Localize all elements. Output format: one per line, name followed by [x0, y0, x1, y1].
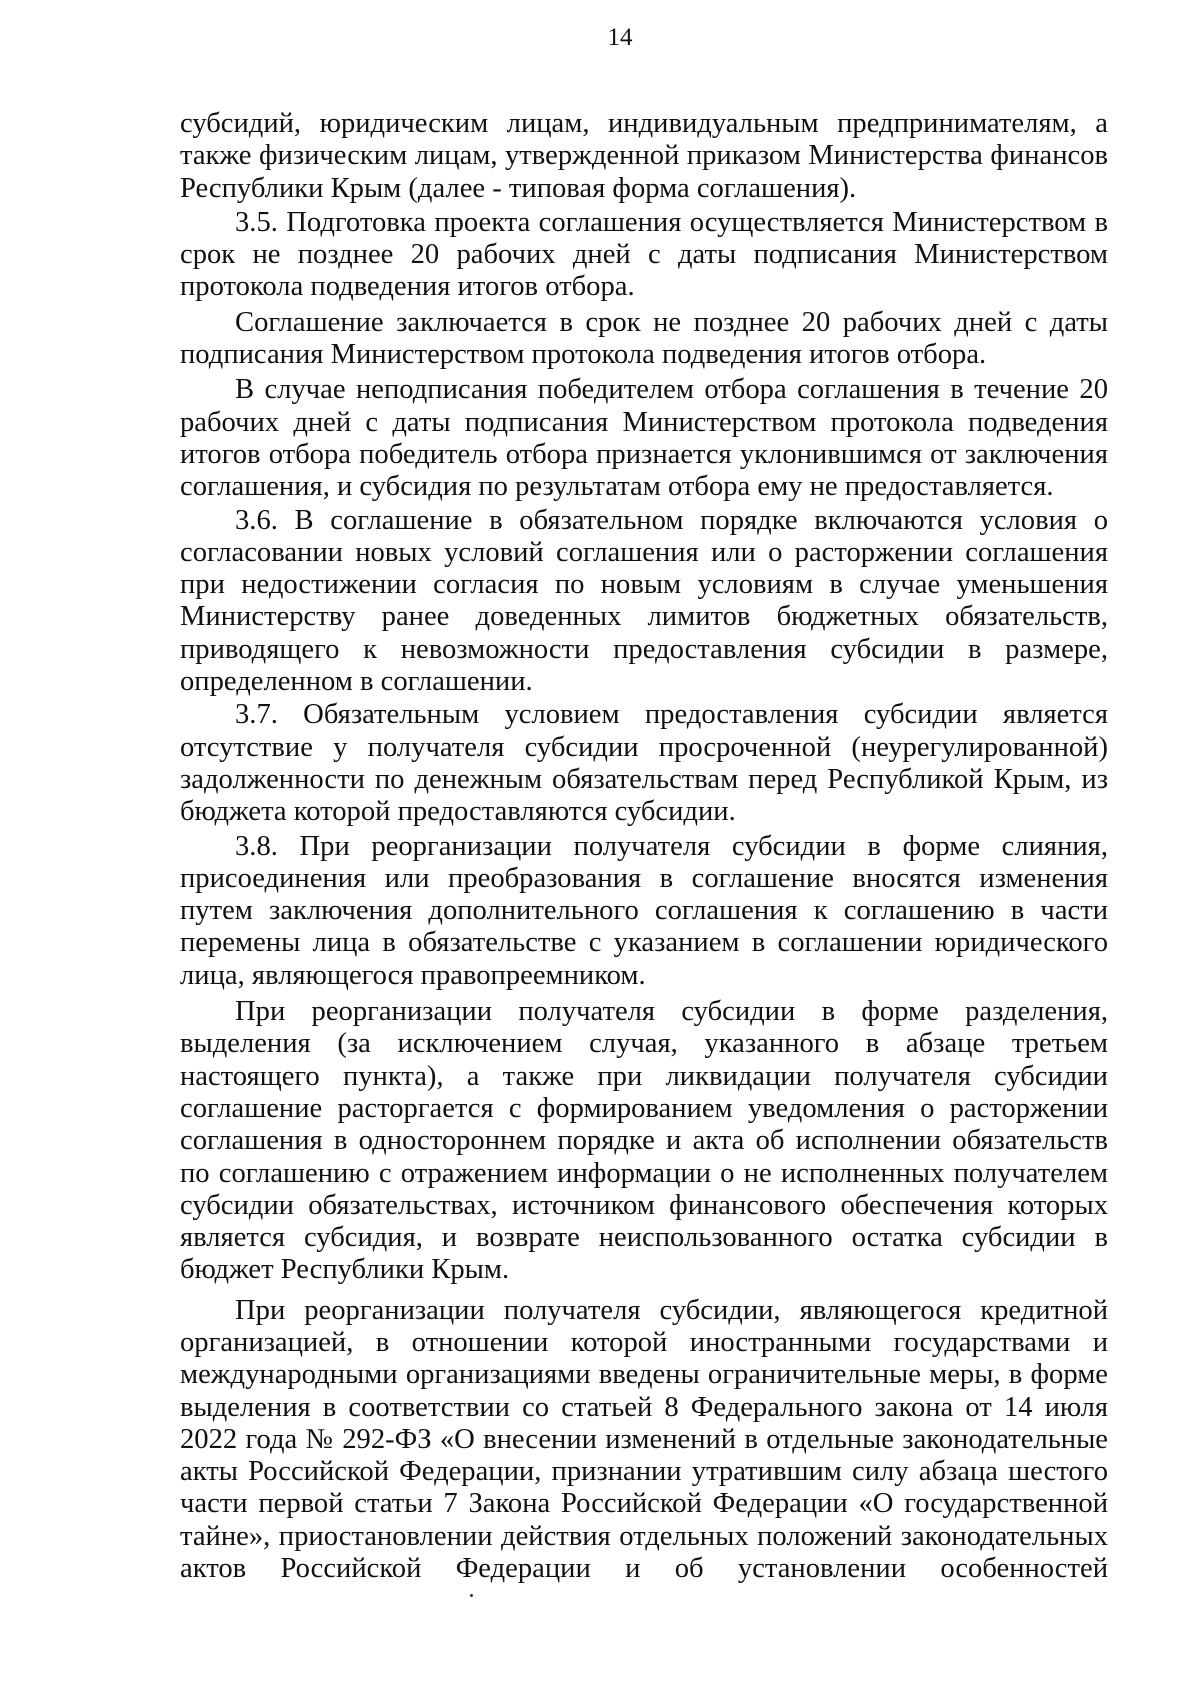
paragraph-continuation: субсидий, юридическим лицам, индивидуальным предпринимателям, а также физическим лицам, утвержденной приказом Министерства финансов Республики Крым (далее - типовая форма соглашения). [180, 108, 1108, 204]
paragraph-agreement-term: Соглашение заключается в срок не позднее 20 рабочих дней с даты подписания Министерством протокола подведения итогов отбора. [180, 306, 1108, 371]
paragraph-3-6: 3.6. В соглашение в обязательном порядке включаются условия о согласовании новых условий соглашения или о расторжении соглашения при недостижении согласия по новым условиям в случае уменьшения Министерству ранее доведенных лимитов бюджетных обязательств, приводящего к невозможности предоставления субсидии в размере, определенном в соглашении. [180, 504, 1108, 698]
paragraph-reorganization-division: При реорганизации получателя субсидии в форме разделения, выделения (за исключением случая, указанного в абзаце третьем настоящего пункта), а также при ликвидации получателя субсидии соглашение расторгается с формированием уведомления о расторжении соглашения в одностороннем порядке и акта об исполнении обязательств по соглашению с отражением информации о не исполненных получателем субсидии обязательствах, источником финансового обеспечения которых является субсидия, и возврате неиспользованного остатка субсидии в бюджет Республики Крым. [180, 996, 1108, 1286]
paragraph-3-7: 3.7. Обязательным условием предоставления субсидии является отсутствие у получателя субсидии просроченной (неурегулированной) задолженности по денежным обязательствам перед Республикой Крым, из бюджета которой предоставляются субсидии. [180, 699, 1108, 828]
paragraph-3-8: 3.8. При реорганизации получателя субсидии в форме слияния, присоединения или преобразования в соглашение вносятся изменения путем заключения дополнительного соглашения к соглашению в части перемены лица в обязательстве с указанием в соглашении юридического лица, являющегося правопреемником. [180, 830, 1108, 991]
paragraph-3-5: 3.5. Подготовка проекта соглашения осуществляется Министерством в срок не позднее 20 рабочих дней с даты подписания Министерством протокола подведения итогов отбора. [180, 206, 1108, 303]
document-body [180, 108, 1108, 1585]
paragraph-non-signing: В случае неподписания победителем отбора соглашения в течение 20 рабочих дней с даты подписания Министерством протокола подведения итогов отбора победитель отбора признается уклонившимся от заключения соглашения, и субсидия по результатам отбора ему не предоставляется. [180, 374, 1108, 503]
paragraph-reorganization-credit-org: При реорганизации получателя субсидии, являющегося кредитной организацией, в отношении которой иностранными государствами и международными организациями введены ограничительные меры, в форме выделения в соответствии со статьей 8 Федерального закона от 14 июля 2022 года № 292-ФЗ «О внесении изменений в отдельные законодательные акты Российской Федерации, признании утратившим силу абзаца шестого части первой статьи 7 Закона Российской Федерации «О государственной тайне», приостановлении действия отдельных положений законодательных актов Российской Федерации и об установлении особенностей [180, 1294, 1108, 1585]
page-number: 14 [607, 24, 633, 51]
scan-speck [470, 1594, 473, 1597]
